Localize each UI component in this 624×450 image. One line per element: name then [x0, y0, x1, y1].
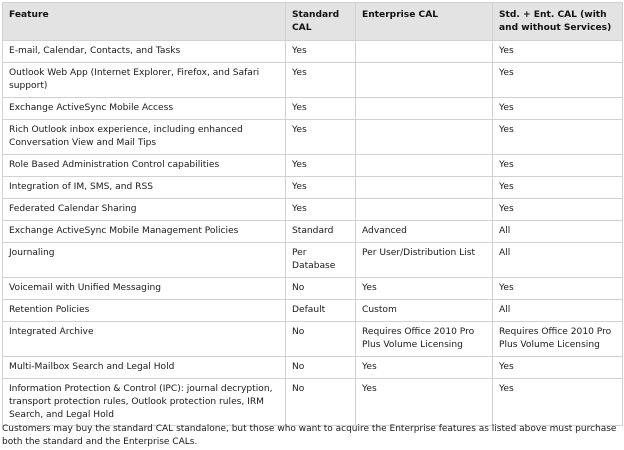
- std-ent-cell: All: [493, 243, 623, 278]
- feature-cell: Retention Policies: [3, 300, 286, 322]
- feature-cell: Exchange ActiveSync Mobile Access: [3, 98, 286, 120]
- enterprise-cell: Advanced: [356, 221, 493, 243]
- standard-cell: Yes: [286, 41, 356, 63]
- header-standard-cal: Standard CAL: [286, 3, 356, 41]
- feature-cell: Integrated Archive: [3, 322, 286, 357]
- std-ent-cell: Requires Office 2010 Pro Plus Volume Licensing: [493, 322, 623, 357]
- feature-cell: Journaling: [3, 243, 286, 278]
- feature-cell: Outlook Web App (Internet Explorer, Firefox, and Safari support): [3, 63, 286, 98]
- enterprise-cell: Per User/Distribution List: [356, 243, 493, 278]
- standard-cell: Yes: [286, 199, 356, 221]
- table-row: [3, 221, 623, 243]
- standard-cell: Yes: [286, 155, 356, 177]
- standard-cell: Yes: [286, 98, 356, 120]
- std-ent-cell: All: [493, 221, 623, 243]
- feature-cell: Information Protection & Control (IPC): journal decryption, transport protection rules, Outlook protection rules, IRM Search, and Legal Hold: [3, 379, 286, 426]
- standard-cell: No: [286, 278, 356, 300]
- table-row: [3, 300, 623, 322]
- std-ent-cell: Yes: [493, 120, 623, 155]
- std-ent-cell: Yes: [493, 63, 623, 98]
- std-ent-cell: Yes: [493, 41, 623, 63]
- enterprise-cell: [356, 41, 493, 63]
- enterprise-cell: [356, 177, 493, 199]
- feature-cell: Federated Calendar Sharing: [3, 199, 286, 221]
- table-row: [3, 379, 623, 426]
- std-ent-cell: Yes: [493, 155, 623, 177]
- standard-cell: Standard: [286, 221, 356, 243]
- feature-cell: Integration of IM, SMS, and RSS: [3, 177, 286, 199]
- table-row: [3, 278, 623, 300]
- std-ent-cell: All: [493, 300, 623, 322]
- table-row: [3, 177, 623, 199]
- std-ent-cell: Yes: [493, 199, 623, 221]
- cal-comparison-table: [2, 2, 623, 426]
- standard-cell: Per Database: [286, 243, 356, 278]
- table-row: [3, 98, 623, 120]
- std-ent-cell: Yes: [493, 98, 623, 120]
- enterprise-cell: Custom: [356, 300, 493, 322]
- enterprise-cell: Requires Office 2010 Pro Plus Volume Licensing: [356, 322, 493, 357]
- table-row: [3, 63, 623, 98]
- table-row: [3, 357, 623, 379]
- footnote-text: Customers may buy the standard CAL standalone, but those who want to acquire the Enterprise features as listed above must purchase both the standard and the Enterprise CALs.: [2, 424, 617, 447]
- enterprise-cell: [356, 98, 493, 120]
- enterprise-cell: Yes: [356, 357, 493, 379]
- enterprise-cell: [356, 199, 493, 221]
- standard-cell: Yes: [286, 120, 356, 155]
- enterprise-cell: [356, 63, 493, 98]
- table-row: [3, 243, 623, 278]
- standard-cell: No: [286, 322, 356, 357]
- table-row: [3, 199, 623, 221]
- standard-cell: No: [286, 357, 356, 379]
- table-row: [3, 41, 623, 63]
- std-ent-cell: Yes: [493, 379, 623, 426]
- standard-cell: No: [286, 379, 356, 426]
- feature-cell: Role Based Administration Control capabilities: [3, 155, 286, 177]
- std-ent-cell: Yes: [493, 278, 623, 300]
- table-row: [3, 120, 623, 155]
- table-row: [3, 155, 623, 177]
- standard-cell: Default: [286, 300, 356, 322]
- header-feature: Feature: [3, 3, 286, 41]
- feature-cell: Exchange ActiveSync Mobile Management Policies: [3, 221, 286, 243]
- enterprise-cell: Yes: [356, 278, 493, 300]
- feature-cell: Voicemail with Unified Messaging: [3, 278, 286, 300]
- feature-cell: E-mail, Calendar, Contacts, and Tasks: [3, 41, 286, 63]
- table-row: [3, 322, 623, 357]
- standard-cell: Yes: [286, 177, 356, 199]
- enterprise-cell: Yes: [356, 379, 493, 426]
- feature-cell: Multi-Mailbox Search and Legal Hold: [3, 357, 286, 379]
- enterprise-cell: [356, 120, 493, 155]
- header-enterprise-cal: Enterprise CAL: [356, 3, 493, 41]
- std-ent-cell: Yes: [493, 177, 623, 199]
- std-ent-cell: Yes: [493, 357, 623, 379]
- header-row: [3, 3, 623, 41]
- standard-cell: Yes: [286, 63, 356, 98]
- enterprise-cell: [356, 155, 493, 177]
- header-std-ent-cal: Std. + Ent. CAL (with and without Services): [493, 3, 623, 41]
- feature-cell: Rich Outlook inbox experience, including enhanced Conversation View and Mail Tips: [3, 120, 286, 155]
